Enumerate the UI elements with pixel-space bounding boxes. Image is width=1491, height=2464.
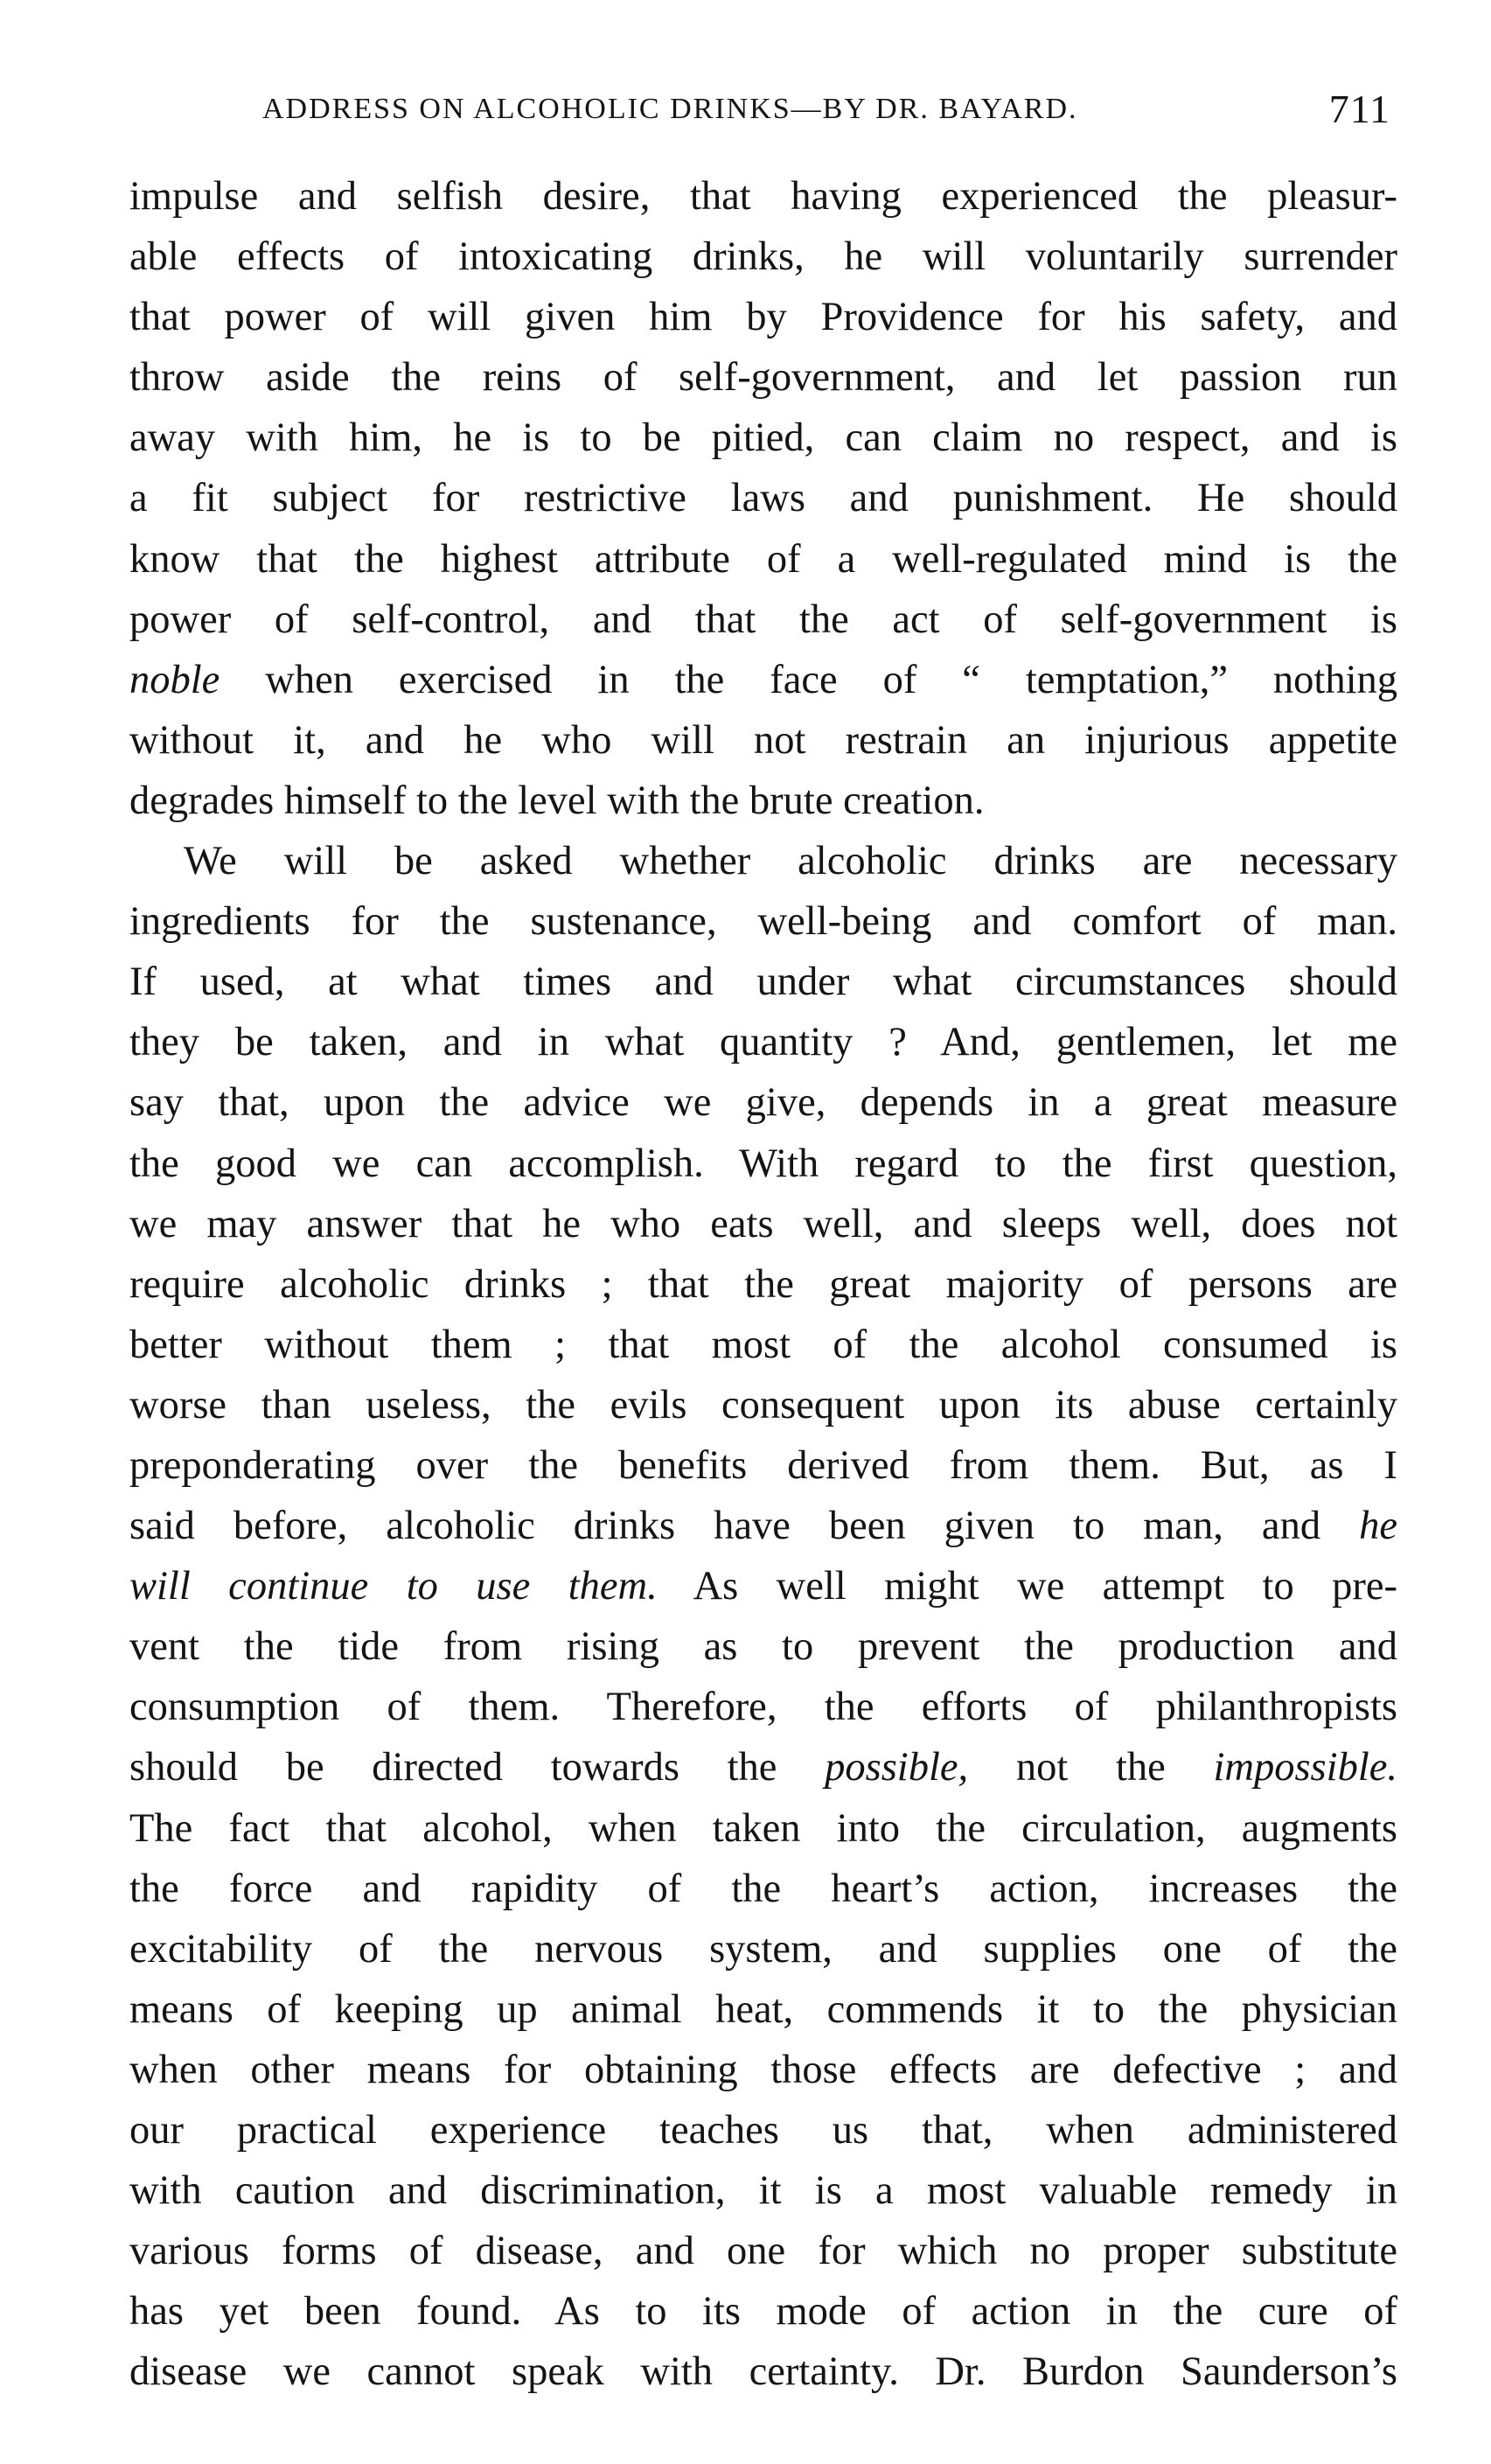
text-line	[129, 1134, 1397, 1194]
line-text: say that, upon the advice we give, depends in a great measure	[129, 1080, 1397, 1126]
line-text: a fit subject for restrictive laws and punishment. He should	[129, 476, 1397, 521]
text-line	[129, 1919, 1397, 1979]
line-text: worse than useless, the evils consequent upon its abuse certainly	[129, 1382, 1397, 1427]
page-number: 711	[1328, 87, 1390, 131]
line-text: that power of will given him by Providence for his safety, and	[129, 295, 1397, 340]
line-text: The fact that alcohol, when taken into the circulation, augments	[129, 1805, 1397, 1851]
line-text: As well might we attempt to pre-	[657, 1564, 1397, 1609]
line-text: when other means for obtaining those effects are defective ; and	[129, 2047, 1397, 2092]
line-text: require alcoholic drinks ; that the great majority of persons are	[129, 1261, 1397, 1307]
line-text: preponderating over the benefits derived from them. But, as I	[129, 1442, 1397, 1488]
line-text: ingredients for the sustenance, well-being and comfort of man.	[129, 899, 1397, 945]
line-text: We will be asked whether alcoholic drinks are necessary	[184, 839, 1397, 884]
text-line	[129, 1798, 1397, 1859]
text-line	[129, 1616, 1397, 1677]
line-text: better without them ; that most of the alcohol consumed is	[129, 1322, 1397, 1367]
line-text: impulse and selfish desire, that having experienced the pleasur-	[129, 174, 1397, 219]
italic-text: will continue to use them.	[129, 1564, 658, 1609]
text-line	[129, 2342, 1397, 2402]
line-text: the good we can accomplish. With regard to the first question,	[129, 1141, 1397, 1186]
text-line	[129, 2100, 1397, 2160]
line-text: said before, alcoholic drinks have been given to man, and	[129, 1504, 1360, 1549]
running-head	[262, 86, 1390, 138]
line-text: degrades himself to the level with the brute creation.	[129, 778, 985, 823]
line-text: without it, and he who will not restrain an injurious appetite	[129, 717, 1397, 763]
text-line	[129, 468, 1397, 528]
line-text: power of self-control, and that the act of self-government is	[129, 597, 1397, 642]
italic-text: he	[1359, 1504, 1397, 1549]
line-text: means of keeping up animal heat, commends it to the physician	[129, 1986, 1397, 2032]
line-text: not the	[968, 1745, 1214, 1790]
line-text: disease we cannot speak with certainty. Dr. Burdon Saunderson’s	[129, 2349, 1397, 2395]
text-line	[129, 227, 1397, 287]
line-text: has yet been found. As to its mode of action in the cure of	[129, 2289, 1397, 2335]
text-line	[129, 1677, 1397, 1737]
text-line	[129, 710, 1397, 771]
text-line	[129, 408, 1397, 468]
italic-text: noble	[129, 657, 220, 702]
text-line	[129, 1496, 1397, 1556]
line-text: consumption of them. Therefore, the efforts of philanthropists	[129, 1685, 1397, 1730]
text-line	[129, 1979, 1397, 2040]
line-text: when exercised in the face of “ temptation,” nothing	[219, 657, 1397, 702]
italic-text: impossible.	[1213, 1745, 1397, 1790]
text-line	[129, 1315, 1397, 1375]
body-text	[129, 166, 1397, 2402]
line-text: vent the tide from rising as to prevent the production and	[129, 1624, 1397, 1670]
line-text: excitability of the nervous system, and supplies one of the	[129, 1926, 1397, 1972]
line-text: we may answer that he who eats well, and sleeps well, does not	[129, 1201, 1397, 1246]
text-line	[129, 1737, 1397, 1797]
line-text: should be directed towards the	[129, 1745, 826, 1790]
text-line	[129, 590, 1397, 650]
text-line	[129, 891, 1397, 952]
line-text: they be taken, and in what quantity ? And, gentlemen, let me	[129, 1020, 1397, 1065]
line-text: the force and rapidity of the heart’s action, increases the	[129, 1866, 1397, 1911]
text-line	[129, 650, 1397, 710]
text-line	[129, 2040, 1397, 2100]
text-line	[129, 2281, 1397, 2342]
text-line	[129, 952, 1397, 1012]
text-line	[129, 347, 1397, 408]
text-line	[129, 1072, 1397, 1133]
text-line	[129, 1194, 1397, 1254]
text-line	[129, 1859, 1397, 1919]
text-line	[129, 529, 1397, 590]
text-line	[129, 1254, 1397, 1315]
running-title: ADDRESS ON ALCOHOLIC DRINKS—BY DR. BAYARD.	[262, 93, 1078, 125]
line-text: away with him, he is to be pitied, can claim no respect, and is	[129, 415, 1397, 461]
line-text: with caution and discrimination, it is a most valuable remedy in	[129, 2168, 1397, 2214]
text-line	[129, 2160, 1397, 2221]
text-line	[129, 1435, 1397, 1496]
text-line	[129, 166, 1397, 227]
text-line	[129, 287, 1397, 347]
line-text: know that the highest attribute of a well-regulated mind is the	[129, 536, 1397, 582]
text-line	[129, 1375, 1397, 1435]
italic-text: possible,	[825, 1745, 969, 1790]
text-line	[129, 1556, 1397, 1616]
line-text: various forms of disease, and one for which no proper substitute	[129, 2229, 1397, 2274]
line-text: If used, at what times and under what circumstances should	[129, 960, 1397, 1005]
line-text: able effects of intoxicating drinks, he will voluntarily surrender	[129, 234, 1397, 280]
line-text: our practical experience teaches us that, when administered	[129, 2108, 1397, 2153]
text-line	[129, 831, 1397, 891]
line-text: throw aside the reins of self-government, and let passion run	[129, 355, 1397, 401]
text-line	[129, 2221, 1397, 2281]
text-line	[129, 771, 1397, 831]
text-line	[129, 1012, 1397, 1072]
